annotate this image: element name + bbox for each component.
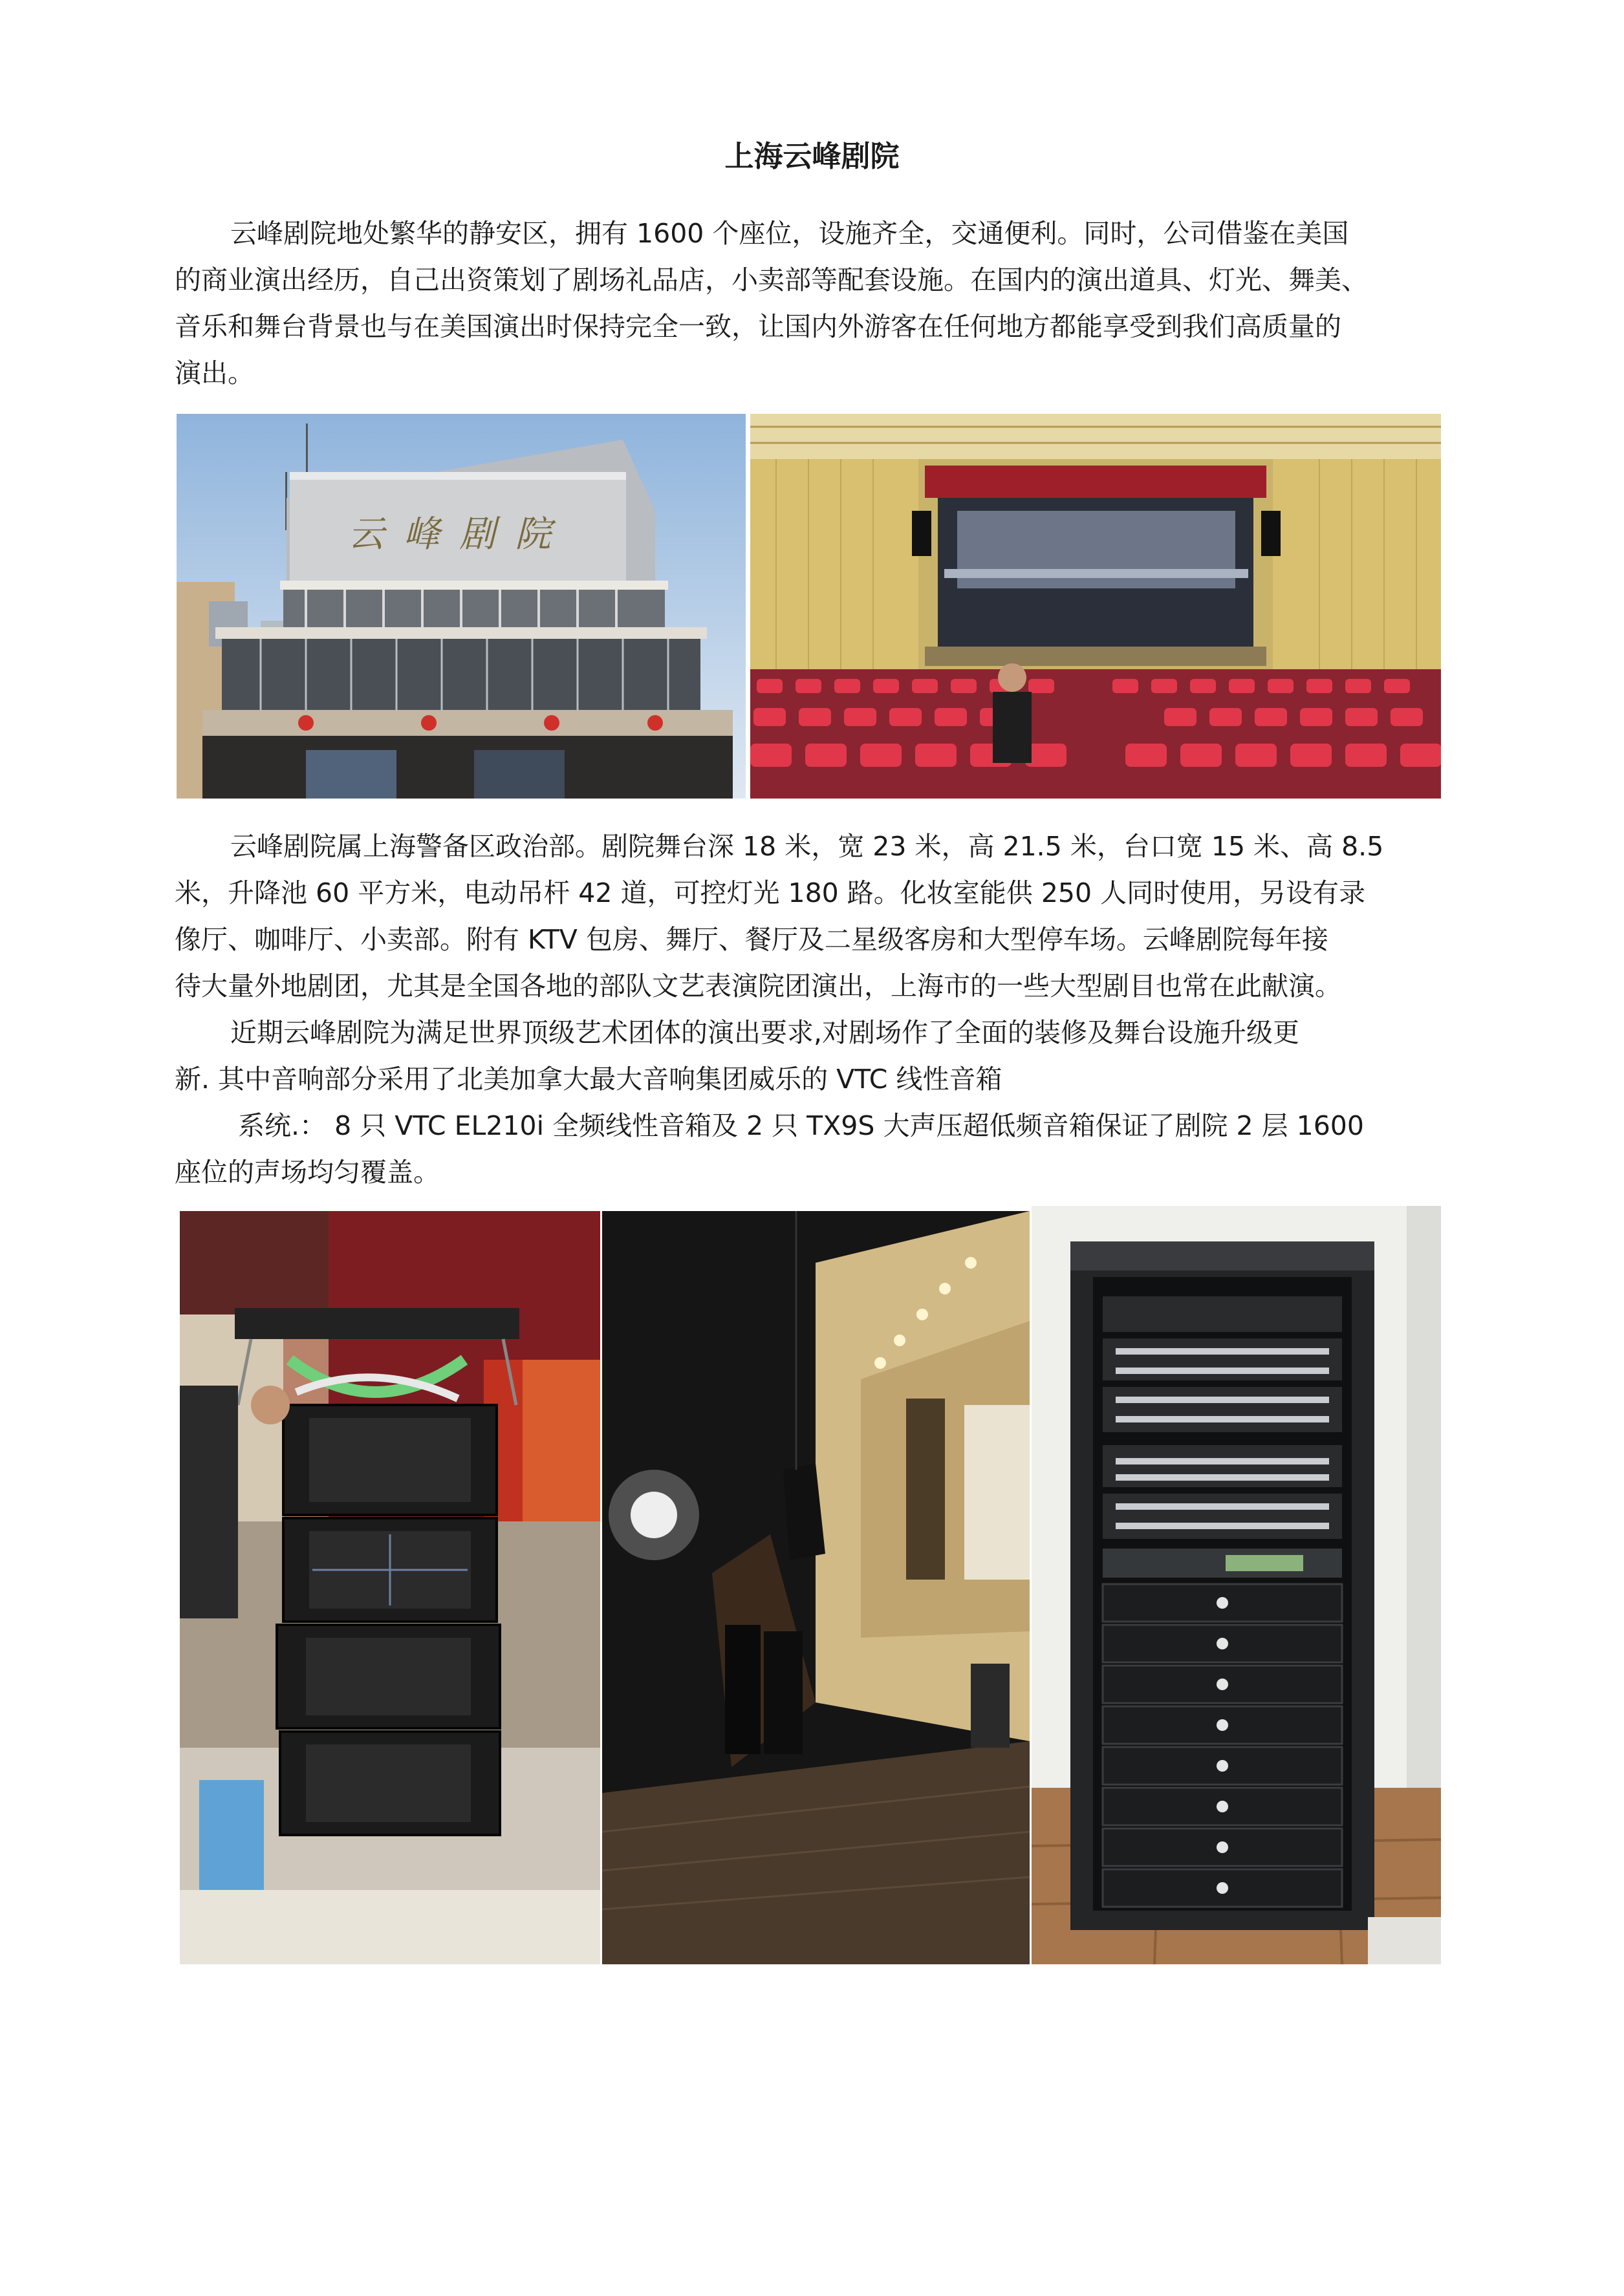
sound-system-paragraph	[175, 1102, 1449, 1196]
paragraph-line: 座位的声场均匀覆盖。	[175, 1157, 440, 1188]
paragraph-line: 待大量外地剧团，尤其是全国各地的部队文艺表演院团演出，上海市的一些大型剧目也常在此献演。	[175, 971, 1341, 1002]
paragraph-line: 米，升降池 60 平方米，电动吊杆 42 道，可控灯光 180 路。化妆室能供 250 人同时使用，另设有录	[175, 877, 1366, 908]
page-title: 上海云峰剧院	[724, 139, 900, 173]
paragraph-line: 近期云峰剧院为满足世界顶级艺术团体的演出要求,对剧场作了全面的装修及舞台设施升级更	[230, 1017, 1300, 1048]
theater-exterior-photo	[177, 414, 746, 799]
amplifier-rack-photo	[1032, 1206, 1441, 1964]
paragraph-line: 的商业演出经历，自己出资策划了剧场礼品店，小卖部等配套设施。在国内的演出道具、灯光、舞美、	[175, 264, 1368, 295]
paragraph-line: 云峰剧院地处繁华的静安区，拥有 1600 个座位，设施齐全，交通便利。同时，公司借鉴在美国	[230, 218, 1349, 249]
paragraph-line: 演出。	[175, 358, 254, 389]
auditorium-seats-photo	[750, 414, 1441, 799]
building-sign-text: 云峰剧院	[348, 513, 570, 555]
facilities-paragraph	[175, 823, 1449, 1009]
line-array-speakers-photo	[180, 1211, 600, 1964]
paragraph-line: 系统.： 8 只 VTC EL210i 全频线性音箱及 2 只 TX9S 大声压超低频音箱保证了剧院 2 层 1600	[238, 1110, 1364, 1141]
paragraph-line: 像厅、咖啡厅、小卖部。附有 KTV 包房、舞厅、餐厅及二星级客房和大型停车场。云峰剧院每年接	[175, 924, 1328, 955]
paragraph-line: 音乐和舞台背景也与在美国演出时保持完全一致，让国内外游客在任何地方都能享受到我们高质量的	[175, 311, 1341, 342]
stage-side-speakers-photo	[602, 1211, 1030, 1964]
intro-paragraph	[175, 210, 1449, 396]
renovation-paragraph	[175, 1009, 1449, 1102]
paragraph-line: 新. 其中音响部分采用了北美加拿大最大音响集团威乐的 VTC 线性音箱	[175, 1064, 1002, 1095]
paragraph-line: 云峰剧院属上海警备区政治部。剧院舞台深 18 米，宽 23 米，高 21.5 米，台口宽 15 米、高 8.5	[230, 831, 1384, 862]
